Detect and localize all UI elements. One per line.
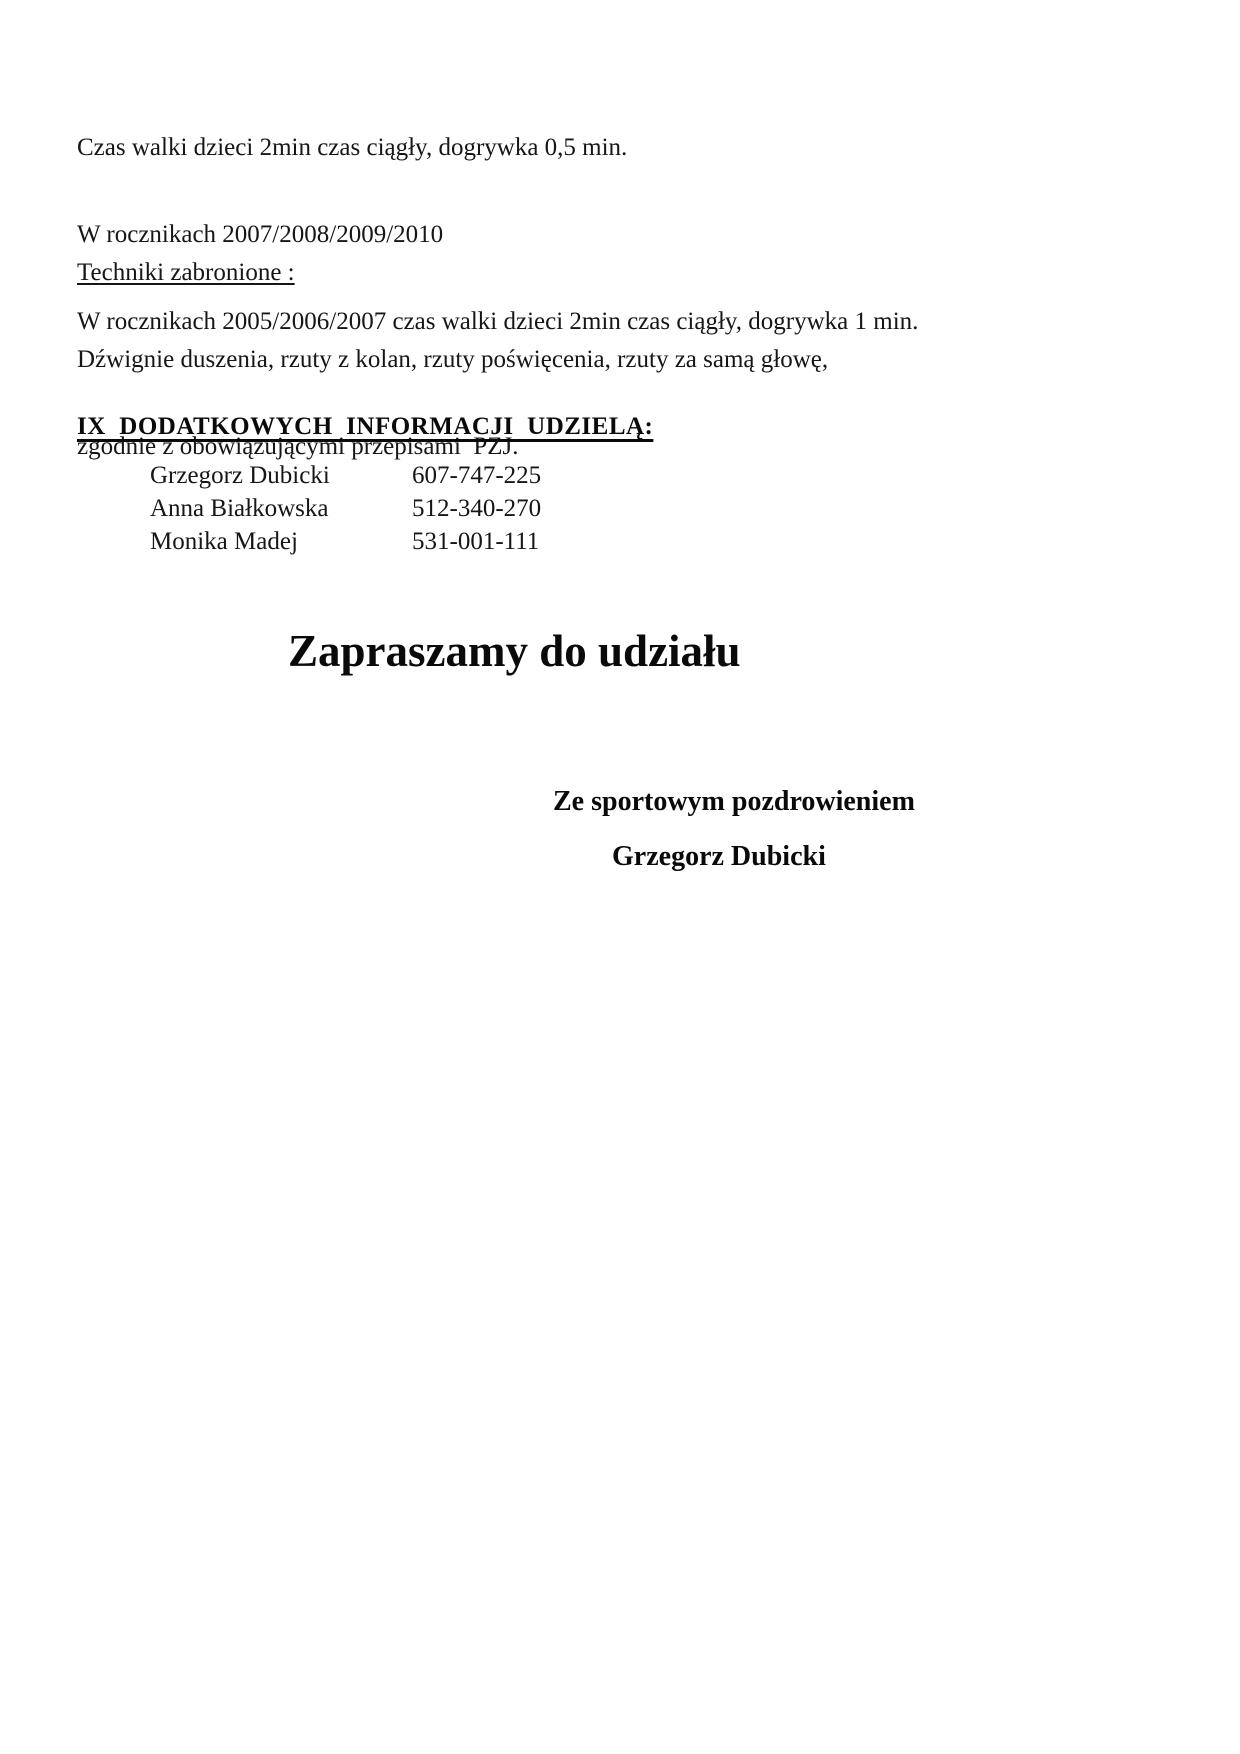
contact-name: Monika Madej	[150, 528, 298, 555]
intro-line-2: W rocznikach 2007/2008/2009/2010	[77, 221, 444, 248]
contact-name: Grzegorz Dubicki	[150, 462, 330, 489]
contact-row	[150, 528, 541, 561]
contact-row	[150, 462, 541, 495]
contact-list	[150, 462, 541, 561]
closing-greeting: Ze sportowym pozdrowieniem	[553, 786, 915, 817]
contact-row	[150, 495, 541, 528]
contact-phone: 607-747-225	[412, 462, 542, 489]
contact-phone: 512-340-270	[412, 495, 542, 522]
contact-phone: 531-001-111	[412, 528, 540, 555]
prohibited-techniques-title: Techniki zabronione :	[77, 259, 295, 286]
prohibited-line-2: zgodnie z obowiązującymi przepisami PZJ.	[77, 433, 519, 460]
info-section-heading: IX DODATKOWYCH INFORMACJI UDZIELĄ:	[77, 413, 654, 440]
contact-name: Anna Białkowska	[150, 495, 329, 522]
prohibited-line-1: Dźwignie duszenia, rzuty z kolan, rzuty poświęcenia, rzuty za samą głowę,	[77, 346, 829, 373]
invitation-heading: Zapraszamy do udziału	[288, 626, 741, 676]
intro-line-3: W rocznikach 2005/2006/2007 czas walki dzieci 2min czas ciągły, dogrywka 1 min.	[77, 308, 919, 335]
closing-signer-name: Grzegorz Dubicki	[612, 841, 826, 872]
intro-line-1: Czas walki dzieci 2min czas ciągły, dogrywka 0,5 min.	[77, 134, 628, 161]
